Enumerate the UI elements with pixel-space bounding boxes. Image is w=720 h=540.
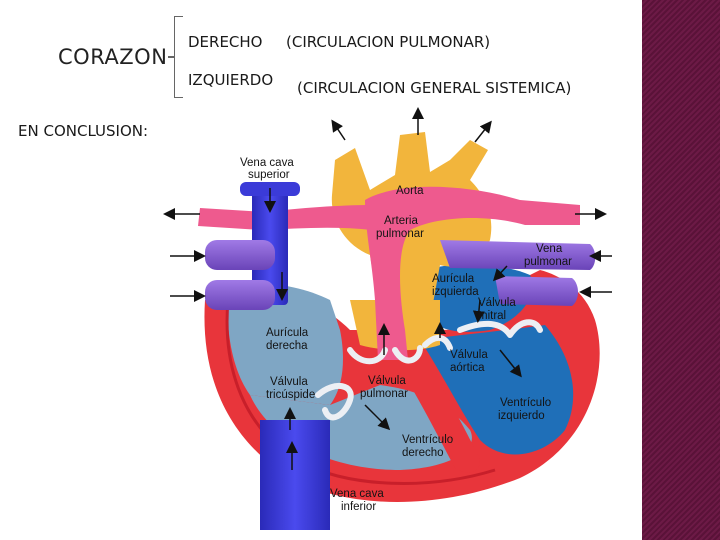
label-vena-cava-inferior-1: Vena cava (330, 488, 384, 500)
label-valvula-aortica-1: Válvula (450, 349, 488, 361)
label-valvula-pulmonar-2: pulmonar (360, 388, 408, 400)
label-valvula-mitral-1: Válvula (478, 297, 516, 309)
pulmonary-vein-left-upper (440, 240, 595, 270)
inferior-vena-cava (260, 420, 330, 530)
label-arteria-pulmonar-2: pulmonar (376, 228, 424, 240)
pulmonary-vein-right-lower (205, 280, 275, 310)
label-ventriculo-derecho-2: derecho (402, 447, 444, 459)
left-side-label: IZQUIERDO (188, 71, 274, 89)
label-aorta: Aorta (396, 185, 424, 197)
label-valvula-tricuspide-2: tricúspide (266, 389, 316, 401)
label-vena-pulmonar-1: Vena (536, 243, 563, 255)
right-side-note: (CIRCULACION PULMONAR) (286, 33, 491, 51)
slide-title: CORAZON (58, 45, 168, 69)
label-auricula-derecha-2: derecha (266, 340, 308, 352)
left-side-note: (CIRCULACION GENERAL SISTEMICA) (297, 79, 572, 97)
label-vena-cava-superior-2: superior (248, 169, 290, 181)
label-ventriculo-izquierdo-1: Ventrículo (500, 397, 552, 409)
label-arteria-pulmonar-1: Arteria (384, 215, 418, 227)
label-vena-cava-inferior-2: inferior (341, 501, 377, 513)
label-auricula-izquierda-1: Aurícula (432, 273, 475, 285)
label-valvula-mitral-2: mitral (478, 310, 507, 322)
label-valvula-tricuspide-1: Válvula (270, 376, 308, 388)
label-auricula-derecha-1: Aurícula (266, 327, 309, 339)
pulmonary-vein-right-upper (205, 240, 275, 270)
right-side-label: DERECHO (188, 33, 263, 51)
label-ventriculo-izquierdo-2: izquierdo (498, 410, 545, 422)
label-vena-pulmonar-2: pulmonar (524, 256, 572, 268)
label-vena-cava-superior-1: Vena cava (240, 157, 294, 169)
label-valvula-aortica-2: aórtica (450, 362, 485, 374)
label-auricula-izquierda-2: izquierda (432, 286, 479, 298)
label-ventriculo-derecho-1: Ventrículo (402, 434, 454, 446)
label-valvula-pulmonar-1: Válvula (368, 375, 406, 387)
conclusion-label: EN CONCLUSION: (18, 122, 149, 140)
